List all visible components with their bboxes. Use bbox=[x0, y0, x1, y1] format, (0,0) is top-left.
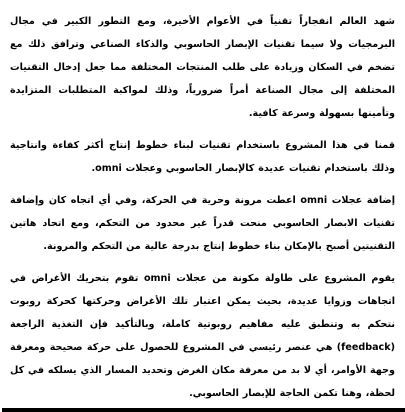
paragraph-intro: شهد العالم انفجاراً تقنياً في الأعوام الأخيرة، ومع التطور الكبير في مجال البرمجيات ولا سيما تقنيات الإبصار الحاسوبي والذكاء الصناعي وترافق ذلك مع تضخم في السكان وزيادة على طلب المنتجات المختلفة مما جعل إدخال التقنيات المختلفة إلى مجال الصناعة أمراً ضرورياً، وذلك لمواكبة المتطلبات المتزايدة وتأمينها بسهولة وسرعة كافية. bbox=[10, 16, 395, 119]
paragraph-project: قمنا في هذا المشروع باستخدام تقنيات لبناء خطوط إنتاج أكثر كفاءة وانتاجية وذلك باستخدام تقنيات عديدة كالإبصار الحاسوبي وعجلات omni. bbox=[10, 140, 395, 174]
paragraph-spacer bbox=[10, 125, 395, 134]
paragraph-omni-wheels: إضافة عجلات omni اعطت مرونة وحرية في الحركة، وفي أي اتجاه كان وإضافة تقنيات الابصار الحاسوبي منحت قدراً غير محدود من التحكم، ومع اتحاد هاتين التقنيتين أصبح بالإمكان بناء خطوط إنتاج بدرجة عالية من التحكم والمرونة. bbox=[10, 195, 395, 252]
paragraph-feedback: يقوم المشروع على طاولة مكونة من عجلات omni تقوم بتحريك الأغراض في اتجاهات وزوايا عديدة، بحيث يمكن اعتبار تلك الأغراض وحركتها كحركة روبوت نتحكم به وتنطبق عليه مفاهيم روبوتية كاملة، وبالتأكيد فإن التغذية الراجعة (feedback) هي عنصر رئيسي في المشروع للحصول على حركة صحيحة ومعرفة وجهة الأوامر، أي لا بد من معرفة مكان الغرض وتحديد المسار الذي يسلكه في كل لحظة، وهنا تكمن الحاجة للإبصار الحاسوبي. bbox=[10, 273, 395, 399]
paragraph-spacer bbox=[10, 180, 395, 189]
paragraph-spacer bbox=[10, 258, 395, 267]
bottom-border-line bbox=[2, 408, 405, 412]
